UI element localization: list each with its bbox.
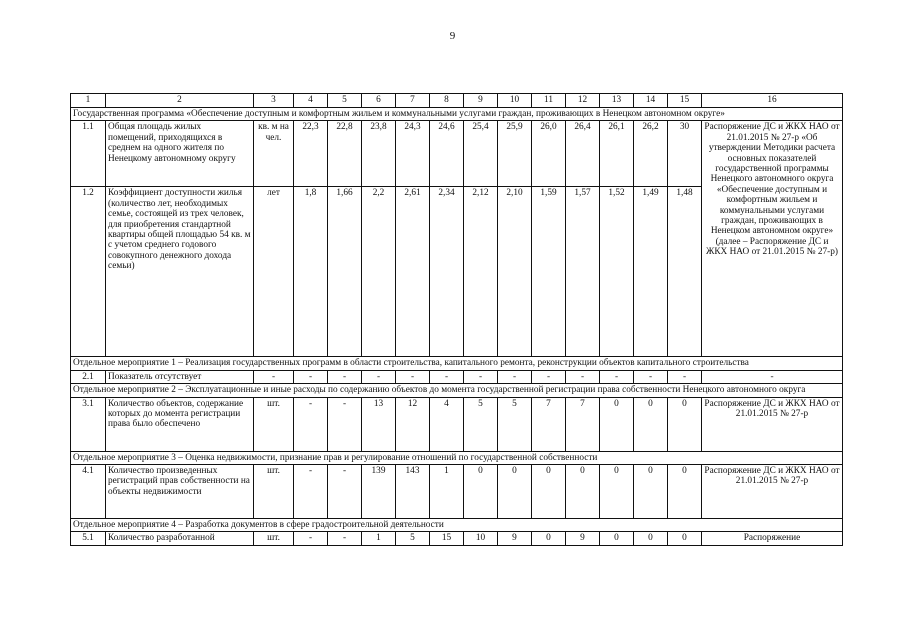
header-cell: 16 — [702, 94, 843, 108]
unit-cell: шт. — [254, 532, 294, 545]
source-cell: Распоряжение ДС и ЖКХ НАО от 21.01.2015 № 27-р «Об утверждении Методики расчета основных показателей государственной программы Ненецкого автономного округа «Обеспечение доступным и комфортным жильем и коммунальными услугами граждан, проживающих в Ненецком автономном округе» (далее – Распоряжение ДС и ЖКХ НАО от 21.01.2015 № 27-р) — [702, 121, 843, 357]
value-cell: 0 — [634, 397, 668, 451]
event-title: Отдельное мероприятие 1 – Реализация государственных программ в области строительства, капитального ремонта, реконструкции объектов капитального строительства — [71, 357, 843, 370]
value-cell: - — [600, 370, 634, 383]
page-number: 9 — [449, 30, 456, 42]
value-cell: 0 — [498, 465, 532, 519]
header-cell: 12 — [566, 94, 600, 108]
value-cell: 24,3 — [396, 121, 430, 187]
value-cell: 0 — [668, 397, 702, 451]
indicator-name: Показатель отсутствует — [106, 370, 254, 383]
value-cell: 143 — [396, 465, 430, 519]
value-cell: 22,3 — [294, 121, 328, 187]
value-cell: 12 — [396, 397, 430, 451]
source-cell: - — [702, 370, 843, 383]
value-cell: 0 — [668, 532, 702, 545]
event-title: Отдельное мероприятие 2 – Эксплуатационные и иные расходы по содержанию объектов до момента государственной регистрации права собственности Ненецкого автономного округа — [71, 384, 843, 397]
value-cell: 5 — [396, 532, 430, 545]
indicator-name: Коэффициент доступности жилья (количество лет, необходимых семье, состоящей из трех человек, для приобретения стандартной квартиры общей площадью 54 кв. м с учетом среднего годового совокупного денежного дохода семьи) — [106, 187, 254, 357]
value-cell: 0 — [600, 397, 634, 451]
value-cell: - — [294, 370, 328, 383]
value-cell: 2,12 — [464, 187, 498, 357]
value-cell: 26,1 — [600, 121, 634, 187]
value-cell: 0 — [600, 532, 634, 545]
value-cell: - — [294, 397, 328, 451]
value-cell: - — [328, 465, 362, 519]
unit-cell: лет — [254, 187, 294, 357]
row-number: 1.2 — [71, 187, 106, 357]
value-cell: - — [430, 370, 464, 383]
value-cell: 1,59 — [532, 187, 566, 357]
table-row — [71, 465, 843, 519]
value-cell: 1,66 — [328, 187, 362, 357]
value-cell: 25,4 — [464, 121, 498, 187]
header-cell: 6 — [362, 94, 396, 108]
unit-cell: - — [254, 370, 294, 383]
value-cell: 26,4 — [566, 121, 600, 187]
row-number: 1.1 — [71, 121, 106, 187]
header-cell: 7 — [396, 94, 430, 108]
value-cell: 23,8 — [362, 121, 396, 187]
value-cell: 15 — [430, 532, 464, 545]
indicators-table — [70, 93, 843, 546]
value-cell: - — [634, 370, 668, 383]
value-cell: - — [328, 370, 362, 383]
value-cell: 5 — [498, 397, 532, 451]
program-title-row — [71, 108, 843, 121]
value-cell: 24,6 — [430, 121, 464, 187]
table-row — [71, 397, 843, 451]
header-cell: 11 — [532, 94, 566, 108]
value-cell: - — [668, 370, 702, 383]
value-cell: 0 — [464, 465, 498, 519]
source-cell: Распоряжение — [702, 532, 843, 545]
header-cell: 10 — [498, 94, 532, 108]
value-cell: 2,10 — [498, 187, 532, 357]
value-cell: 9 — [498, 532, 532, 545]
value-cell: 0 — [532, 532, 566, 545]
header-cell: 3 — [254, 94, 294, 108]
value-cell: 2,34 — [430, 187, 464, 357]
value-cell: 1,49 — [634, 187, 668, 357]
value-cell: 26,0 — [532, 121, 566, 187]
value-cell: 1 — [430, 465, 464, 519]
header-cell: 1 — [71, 94, 106, 108]
unit-cell: кв. м на чел. — [254, 121, 294, 187]
value-cell: 0 — [634, 532, 668, 545]
value-cell: 7 — [566, 397, 600, 451]
program-title: Государственная программа «Обеспечение доступным и комфортным жильем и коммунальными услугами граждан, проживающих в Ненецком автономном округе» — [71, 108, 843, 121]
header-cell: 15 — [668, 94, 702, 108]
value-cell: 30 — [668, 121, 702, 187]
header-cell: 8 — [430, 94, 464, 108]
table-row — [71, 532, 843, 545]
value-cell: 10 — [464, 532, 498, 545]
unit-cell: шт. — [254, 465, 294, 519]
value-cell: - — [464, 370, 498, 383]
event-title: Отдельное мероприятие 3 – Оценка недвижимости, признание прав и регулирование отношений по государственной собственности — [71, 451, 843, 464]
value-cell: 139 — [362, 465, 396, 519]
unit-cell: шт. — [254, 397, 294, 451]
header-cell: 9 — [464, 94, 498, 108]
value-cell: 9 — [566, 532, 600, 545]
value-cell: - — [396, 370, 430, 383]
row-number: 2.1 — [71, 370, 106, 383]
value-cell: 0 — [532, 465, 566, 519]
table-row — [71, 370, 843, 383]
source-cell: Распоряжение ДС и ЖКХ НАО от 21.01.2015 № 27-р — [702, 465, 843, 519]
table-row — [71, 121, 843, 187]
value-cell: 1,48 — [668, 187, 702, 357]
value-cell: 0 — [600, 465, 634, 519]
source-cell: Распоряжение ДС и ЖКХ НАО от 21.01.2015 № 27-р — [702, 397, 843, 451]
header-cell: 13 — [600, 94, 634, 108]
event-row — [71, 357, 843, 370]
event-row — [71, 451, 843, 464]
header-cell: 4 — [294, 94, 328, 108]
value-cell: 0 — [634, 465, 668, 519]
value-cell: 2,2 — [362, 187, 396, 357]
value-cell: 25,9 — [498, 121, 532, 187]
value-cell: 0 — [566, 465, 600, 519]
value-cell: 4 — [430, 397, 464, 451]
value-cell: - — [498, 370, 532, 383]
value-cell: 13 — [362, 397, 396, 451]
value-cell: 5 — [464, 397, 498, 451]
value-cell: 1,8 — [294, 187, 328, 357]
value-cell: 0 — [668, 465, 702, 519]
value-cell: - — [328, 532, 362, 545]
header-cell: 5 — [328, 94, 362, 108]
value-cell: - — [328, 397, 362, 451]
event-row — [71, 384, 843, 397]
value-cell: 1 — [362, 532, 396, 545]
value-cell: - — [294, 465, 328, 519]
value-cell: 2,61 — [396, 187, 430, 357]
value-cell: 7 — [532, 397, 566, 451]
value-cell: - — [362, 370, 396, 383]
value-cell: 1,52 — [600, 187, 634, 357]
header-row — [71, 94, 843, 108]
indicator-name: Количество объектов, содержание которых до момента регистрации права было обеспечено — [106, 397, 254, 451]
event-row — [71, 519, 843, 532]
value-cell: - — [532, 370, 566, 383]
event-title: Отдельное мероприятие 4 – Разработка документов в сфере градостроительной деятельности — [71, 519, 843, 532]
header-cell: 14 — [634, 94, 668, 108]
value-cell: 22,8 — [328, 121, 362, 187]
value-cell: - — [294, 532, 328, 545]
indicator-name: Количество разработанной — [106, 532, 254, 545]
row-number: 3.1 — [71, 397, 106, 451]
indicator-name: Общая площадь жилых помещений, приходящихся в среднем на одного жителя по Ненецкому автономному округу — [106, 121, 254, 187]
value-cell: 1,57 — [566, 187, 600, 357]
indicator-name: Количество произведенных регистраций прав собственности на объекты недвижимости — [106, 465, 254, 519]
value-cell: 26,2 — [634, 121, 668, 187]
row-number: 4.1 — [71, 465, 106, 519]
header-cell: 2 — [106, 94, 254, 108]
value-cell: - — [566, 370, 600, 383]
row-number: 5.1 — [71, 532, 106, 545]
